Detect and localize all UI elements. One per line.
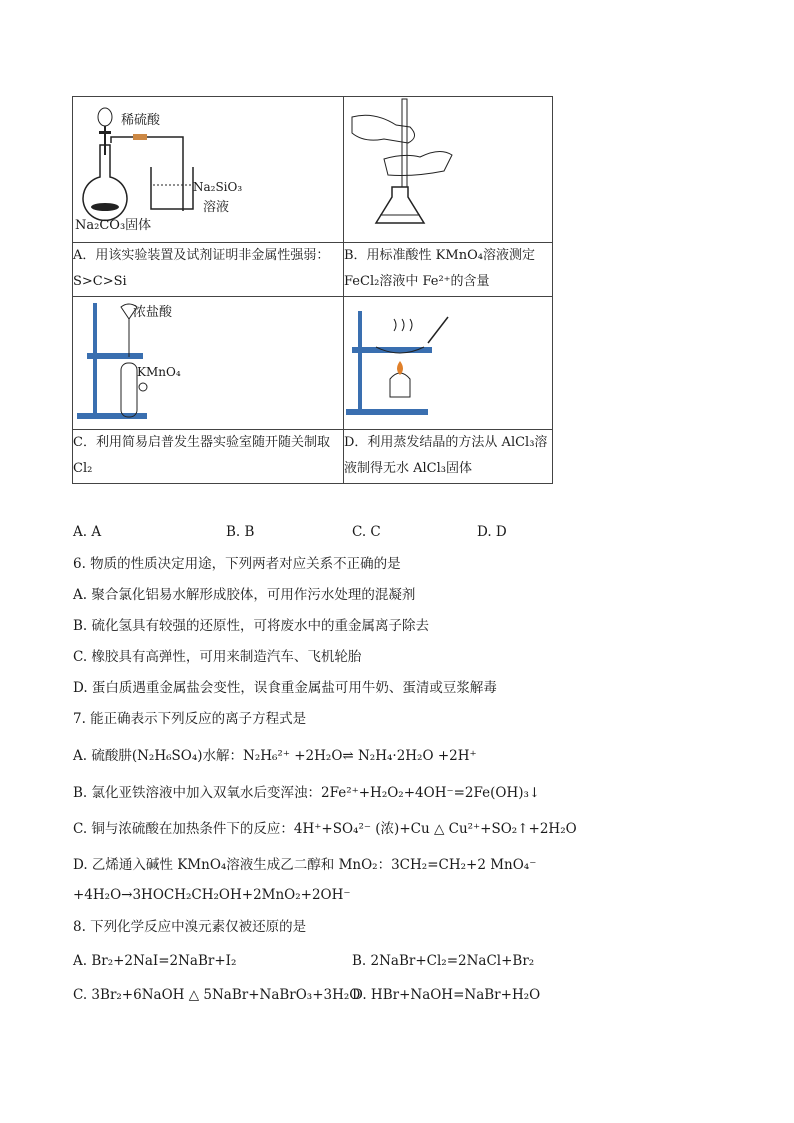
cell-d-figure — [344, 297, 553, 430]
solution-label: 溶液 — [203, 200, 230, 215]
q8-option-b: B. 2NaBr+Cl₂=2NaCl+Br₂ — [352, 953, 535, 969]
cell-a-figure — [73, 97, 344, 243]
dilute-sulfuric-acid-label: 稀硫酸 — [121, 113, 161, 128]
q5-option-c: C. C — [352, 524, 381, 540]
cell-b-figure — [344, 97, 553, 243]
option-d-text: D．利用蒸发结晶的方法从 AlCl₃溶液制得无水 AlCl₃固体 — [344, 430, 553, 484]
cell-c-figure — [73, 297, 344, 430]
q6-option-c: C. 橡胶具有高弹性，可用来制造汽车、飞机轮胎 — [73, 649, 362, 665]
q8-option-a: A. Br₂+2NaI=2NaBr+I₂ — [73, 953, 237, 969]
q7-option-d: D. 乙烯通入碱性 KMnO₄溶液生成乙二醇和 MnO₂：3CH₂=CH₂+2 MnO₄⁻ — [73, 857, 537, 873]
q5-option-d: D. D — [477, 524, 507, 540]
kipp-generator-figure — [73, 297, 343, 429]
sodium-carbonate-label: Na₂CO₃固体 — [75, 218, 152, 233]
q6-option-d: D. 蛋白质遇重金属盐会变性，误食重金属盐可用牛奶、蛋清或豆浆解毒 — [73, 680, 497, 696]
q5-option-a: A. A — [73, 524, 102, 540]
evaporation-figure — [344, 297, 552, 429]
apparatus-table — [72, 96, 553, 484]
q7-option-c: C. 铜与浓硫酸在加热条件下的反应：4H⁺+SO₄²⁻ (浓)+Cu △ Cu²⁺+SO₂↑+2H₂O — [73, 821, 577, 837]
option-a-text: A．用该实验装置及试剂证明非金属性强弱：S>C>Si — [73, 243, 344, 297]
option-c-text: C．利用简易启普发生器实验室随开随关制取 Cl₂ — [73, 430, 344, 484]
q8-stem: 8. 下列化学反应中溴元素仅被还原的是 — [73, 919, 307, 935]
concentrated-hcl-label: 浓盐酸 — [133, 305, 173, 320]
q8-option-c: C. 3Br₂+6NaOH △ 5NaBr+NaBrO₃+3H₂O — [73, 987, 361, 1003]
q7-option-a: A. 硫酸肼(N₂H₆SO₄)水解：N₂H₆²⁺ +2H₂O⇌ N₂H₄·2H₂O +2H⁺ — [73, 748, 477, 764]
sodium-silicate-label: Na₂SiO₃ — [193, 180, 243, 194]
q6-option-a: A. 聚合氯化铝易水解形成胶体，可用作污水处理的混凝剂 — [73, 587, 416, 603]
q6-option-b: B. 硫化氢具有较强的还原性，可将废水中的重金属离子除去 — [73, 618, 430, 634]
titration-figure — [344, 97, 552, 242]
q6-stem: 6. 物质的性质决定用途，下列两者对应关系不正确的是 — [73, 556, 401, 572]
option-b-text: B．用标准酸性 KMnO₄溶液测定 FeCl₂溶液中 Fe²⁺的含量 — [344, 243, 553, 297]
q7-option-b: B. 氯化亚铁溶液中加入双氧水后变浑浊：2Fe²⁺+H₂O₂+4OH⁻=2Fe(OH)₃↓ — [73, 785, 541, 801]
q5-option-b: B. B — [226, 524, 255, 540]
q8-option-d: D. HBr+NaOH=NaBr+H₂O — [352, 987, 541, 1003]
kmno4-label: KMnO₄ — [137, 365, 181, 379]
q7-option-d-continued: +4H₂O→3HOCH₂CH₂OH+2MnO₂+2OH⁻ — [73, 887, 351, 903]
q7-stem: 7. 能正确表示下列反应的离子方程式是 — [73, 711, 307, 727]
